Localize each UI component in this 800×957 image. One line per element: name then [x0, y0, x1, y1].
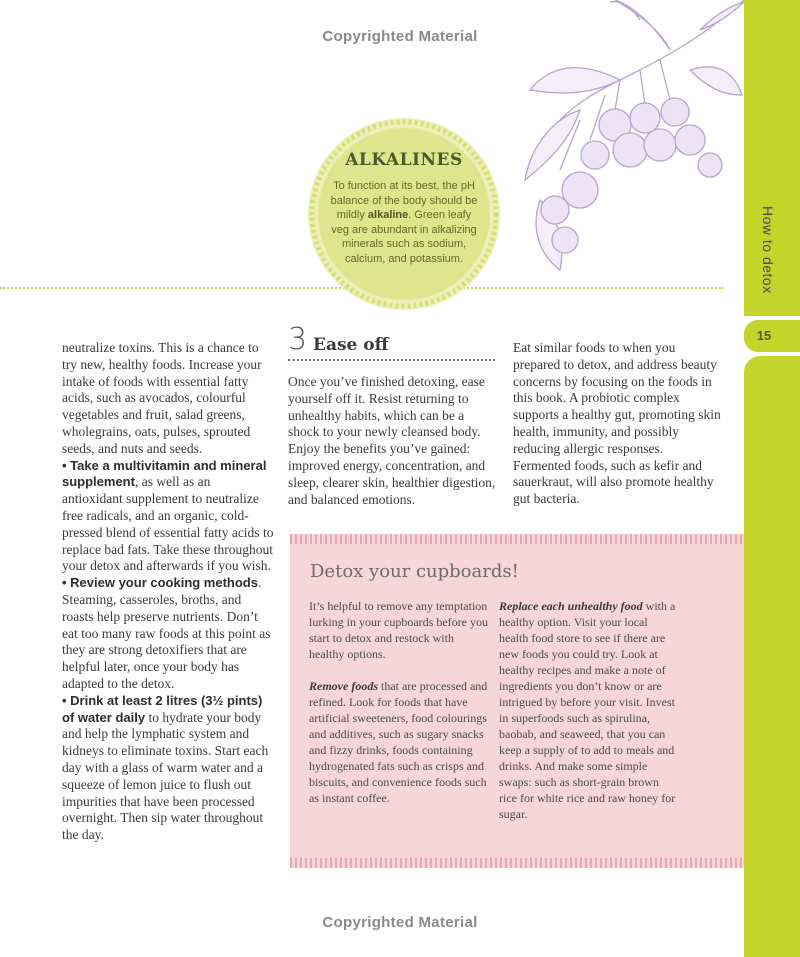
section-title-rule [288, 359, 495, 361]
badge-title: ALKALINES [345, 150, 463, 170]
berry-branch-illustration [520, 0, 744, 275]
cupboards-box-bottom-border [290, 858, 744, 868]
cupboards-replace-foods: Replace each unhealthy food with a healthy option. Visit your local health food store to see if there are new foods you could try. Look at healthy recipes and make a note of ingredients you don’t know or are intrigued by before your visit. Invest in superfoods such as spirulina, baobab, and seaweed, that you can keep a supply of to add to meals and drinks. And make some simple swaps: such as short-grain brown rice for white rice and raw honey for sugar. [499, 599, 676, 821]
watermark-top: Copyrighted Material [322, 28, 478, 45]
watermark-bottom: Copyrighted Material [322, 914, 478, 931]
cupboards-box-top-border [290, 534, 744, 544]
bullet-cooking-heading: • Review your cooking methods [62, 575, 258, 591]
section-3-text: Once you’ve finished detoxing, ease yourself off it. Resist returning to unhealthy habits, which can be a shock to your newly cleansed body. Enjoy the benefits you’ve gained: improved energy, concentration, and sleep, clearer skin, healthier digestion, and balanced emotions. [288, 374, 496, 507]
bullet-water-heading: • Drink at least 2 litres (3½ pints) of water daily [62, 692, 263, 725]
page-number: 15 [756, 328, 772, 343]
section-number: 3 [288, 322, 308, 357]
intro-text: neutralize toxins. This is a chance to try new, healthy foods. Increase your intake of foods with essential fatty acids, such as avocados, colourful vegetables and fruit, salad greens, wholegrains, oats, pulses, sprouted seeds, and nuts and seeds. [62, 340, 262, 456]
cupboards-column-1 [309, 598, 489, 806]
bullet-multivitamin-text: , as well as an antioxidant supplement to neutralize free radicals, and an organic, cold-pressed blend of essential fatty acids to replace bad fats. Take these throughout your detox and afterwards if you wish. [62, 474, 274, 574]
cupboards-remove-foods: Remove foods that are processed and refined. Look for foods that have artificial sweeteners, food colourings and additives, such as sugary snacks and fizzy drinks, foods containing hydrogenated fats such as crisps and biscuits, and convenience foods such as instant coffee. [309, 679, 488, 805]
body-column-1 [62, 340, 274, 844]
cupboards-column-2 [499, 598, 679, 822]
badge-text: To function at its best, the pH balance of the body should be mildly alkaline. Green leafy veg are abundant in alkalizing minerals such as sodium, calcium, and potassium. [330, 180, 478, 265]
section-title: Ease off [313, 335, 389, 355]
bullet-multivitamin-heading: • Take a multivitamin and mineral supplement [62, 457, 267, 490]
cupboards-title: Detox your cupboards! [310, 561, 519, 582]
bullet-water-text: to hydrate your body and help the lymphatic system and kidneys to eliminate toxins. Start each day with a glass of warm water and a squeeze of lemon juice to flush out impurities that have been processed overnight. Then sip water throughout the day. [62, 709, 269, 843]
body-column-3: Eat similar foods to when you prepared to detox, and address beauty concerns by focusing on the foods in this book. A probiotic complex supports a healthy gut, promoting skin health, immunity, and possibly reducing allergic responses. Fermented foods, such as kefir and sauerkraut, will also promote healthy gut bacteria. [513, 340, 721, 507]
cupboards-intro: It’s helpful to remove any temptation lurking in your cupboards before you start to detox and restock with healthy options. [309, 599, 488, 661]
bullet-cooking-text: . Steaming, casseroles, broths, and roasts help preserve nutrients. Don’t eat too many raw foods at this point as they are strong detoxifiers that are helpful later, once your body has adapted to the detox. [62, 575, 271, 691]
section-tab-label: How to detox [760, 206, 776, 294]
section-tab-strip-lower [744, 356, 800, 957]
